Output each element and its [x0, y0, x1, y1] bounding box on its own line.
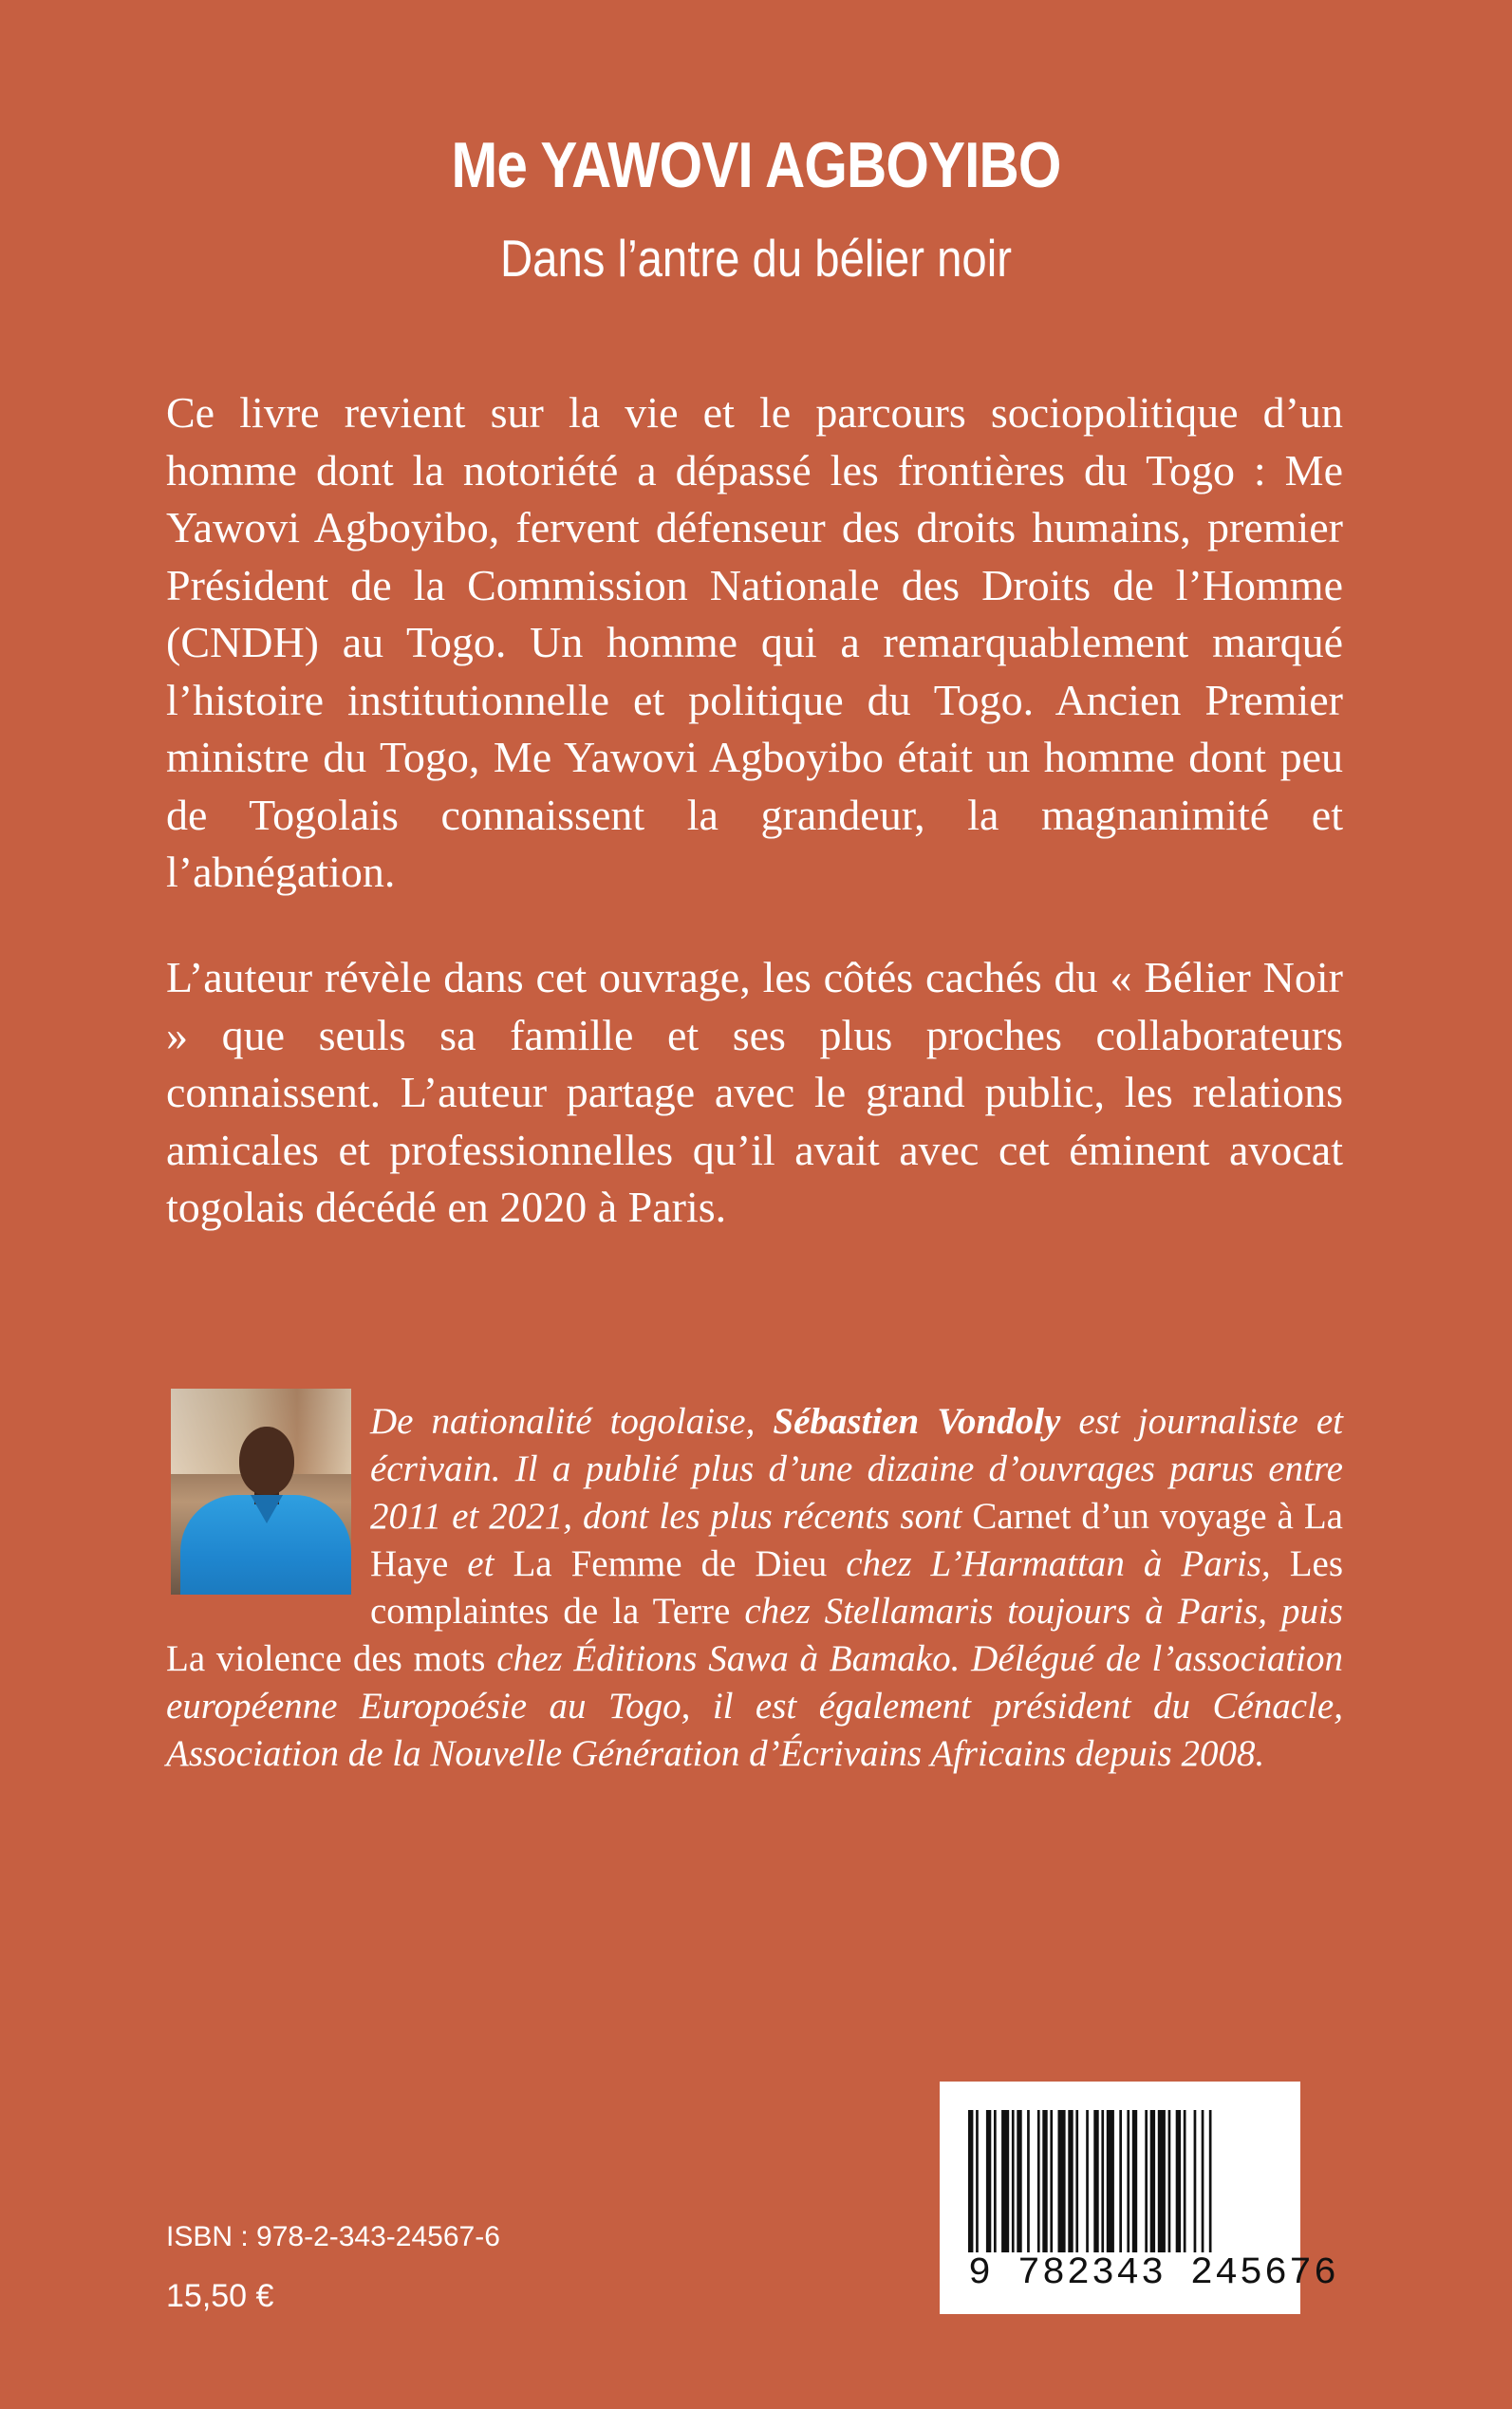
price-label: 15,50 €	[166, 2278, 274, 2314]
barcode-bar	[1145, 2110, 1148, 2252]
barcode-bar	[1075, 2110, 1078, 2252]
isbn-label: ISBN : 978-2-343-24567-6	[166, 2221, 500, 2252]
barcode-bar	[1194, 2110, 1197, 2252]
book-title-1: Carnet d’un voyage à La Haye	[370, 1496, 1343, 1584]
barcode-bar	[1127, 2110, 1129, 2252]
barcode-bar	[1119, 2110, 1122, 2252]
barcode-bar	[1101, 2110, 1104, 2252]
barcode-bar	[1042, 2110, 1047, 2252]
barcode-icon	[968, 2110, 1277, 2252]
barcode-number: 9 782343 245676	[968, 2252, 1339, 2295]
barcode-bar	[1202, 2110, 1204, 2252]
barcode-bar	[1017, 2110, 1021, 2252]
barcode-bar	[1209, 2110, 1212, 2252]
bio-text: chez Éditions Sawa à Bamako. Délégué de l’association européenne Europoésie au Togo, il est également président du Cénacle, Association de la Nouvelle Génération d’Écrivains Africains depuis 2008.	[166, 1638, 1343, 1774]
barcode-bar	[1093, 2110, 1098, 2252]
barcode-bar	[1107, 2110, 1114, 2252]
barcode-bar	[1086, 2110, 1089, 2252]
barcode-bar	[1150, 2110, 1155, 2252]
author-name: Sébastien Vondoly	[773, 1401, 1061, 1442]
barcode-bar	[994, 2110, 997, 2252]
barcode-bar	[1037, 2110, 1040, 2252]
barcode-bar	[1058, 2110, 1066, 2252]
bio-text: De nationalité togolaise,	[370, 1401, 774, 1442]
bio-text: chez Stellamaris toujours à Paris, puis	[730, 1591, 1343, 1632]
barcode-bar	[986, 2110, 991, 2252]
book-title-4: La violence des mots	[166, 1638, 486, 1679]
barcode-bar	[1168, 2110, 1171, 2252]
blurb-paragraph-1: Ce livre revient sur la vie et le parcours sociopolitique d’un homme dont la notoriété a dépassé les frontières du Togo : Me Yawovi Agboyibo, fervent défenseur des droits humains, premier Président de la Commission Nationale des Droits de l’Homme (CNDH) au Togo. Un homme qui a remarquablement marqué l’histoire institutionnelle et politique du Togo. Ancien Premier ministre du Togo, Me Yawovi Agboyibo était un homme dont peu de Togolais connaissent la grandeur, la magnanimité et l’abnégation.	[166, 388, 1343, 896]
barcode-bar	[976, 2110, 979, 2252]
barcode-bar	[1068, 2110, 1073, 2252]
book-subtitle: Dans l’antre du bélier noir	[499, 229, 1012, 288]
barcode-bar	[1176, 2110, 1181, 2252]
bio-text: chez L’Harmattan à Paris,	[827, 1543, 1290, 1584]
barcode-bar	[1050, 2110, 1053, 2252]
bio-text: est journaliste et écrivain. Il a publié plus d’une dizaine d’ouvrages parus entre 2011 et 2021, dont les plus récents sont	[370, 1401, 1343, 1537]
barcode-bar	[1001, 2110, 1009, 2252]
barcode-bar	[1158, 2110, 1166, 2252]
book-title-3: Les complaintes de la Terre	[370, 1543, 1343, 1632]
barcode-bar	[1027, 2110, 1030, 2252]
barcode-bar	[1132, 2110, 1137, 2252]
book-title: Me YAWOVI AGBOYIBO	[451, 129, 1061, 201]
barcode-bar	[1184, 2110, 1186, 2252]
barcode	[940, 2082, 1339, 2314]
barcode-bar	[1012, 2110, 1015, 2252]
book-title-2: La Femme de Dieu	[513, 1543, 828, 1584]
photo-spacer	[166, 1398, 370, 1616]
bio-text: et	[448, 1543, 513, 1584]
author-bio	[166, 1398, 1343, 1778]
barcode-bar	[968, 2110, 973, 2252]
blurb-paragraph-2: L’auteur révèle dans cet ouvrage, les côtés cachés du « Bélier Noir » que seuls sa famille et ses plus proches collaborateurs connaissent. L’auteur partage avec le grand public, les relations amicales et professionnelles qu’il avait avec cet éminent avocat togolais décédé en 2020 à Paris.	[166, 953, 1343, 1231]
